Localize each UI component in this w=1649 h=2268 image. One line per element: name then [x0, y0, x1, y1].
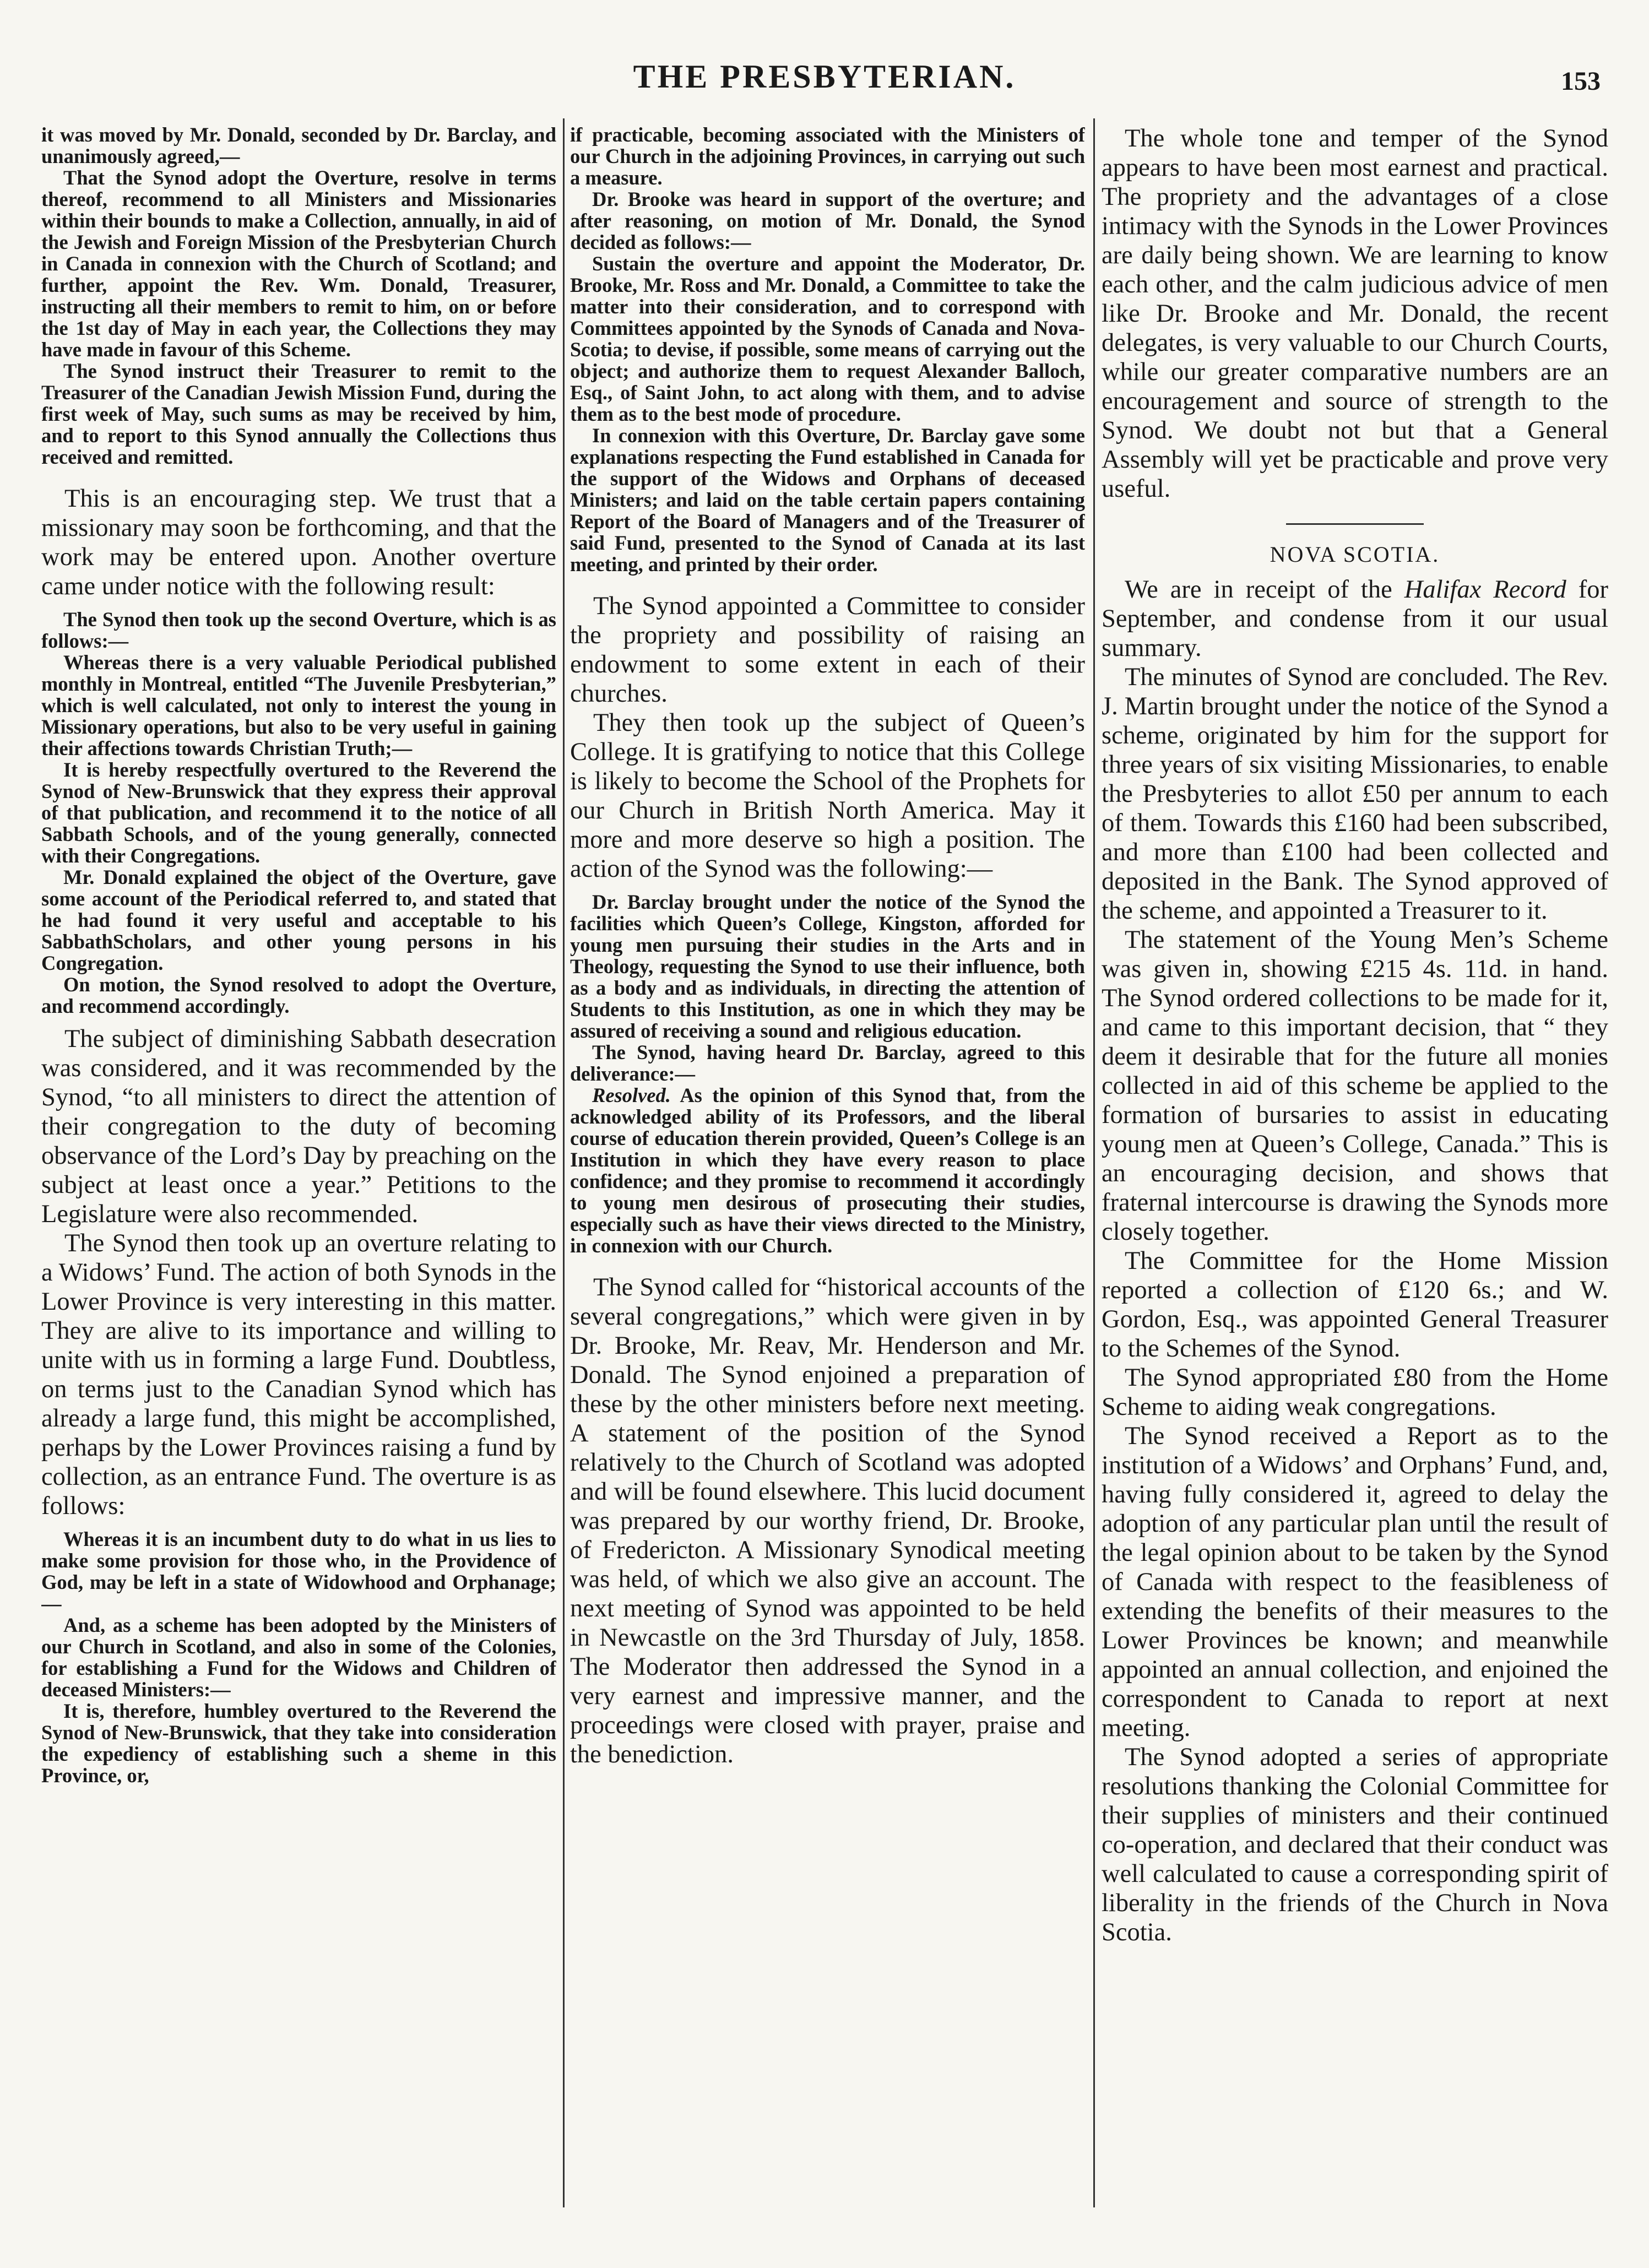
- paragraph: The Synod then took up the second Overture, which is as follows:—: [41, 608, 556, 652]
- paragraph: The whole tone and temper of the Synod appears to have been most earnest and practical. The propriety and the advantages of a close intimacy with the Synods in the Lower Provinces are daily being shown. We are learning to know each other, and the calm judicious advice of men like Dr. Brooke and Mr. Donald, the recent delegates, is very valuable to our Church Courts, while our greater comparative numbers are an encouragement and source of strength to the Synod. We doubt not but that a General Assembly will yet be practicable and prove very useful.: [1102, 124, 1608, 503]
- paragraph: It is hereby respectfully overtured to the Reverend the Synod of New-Brunswick that they express their approval of that publication, and recommend it to the notice of all Sabbath Schools, and of the young generally, connected with their Congregations.: [41, 758, 556, 867]
- paragraph: The Synod appropriated £80 from the Home Scheme to aiding weak congregations.: [1102, 1364, 1608, 1421]
- resolution-text: As the opinion of this Synod that, from the acknowledged ability of its Professors, and the liberal course of education therein provided, Queen’s College is an Institution in which they have every reason to place confidence; and they promise to recommend it accordingly to young men desirous of prosecuting their studies, especially such as have their views directed to the Ministry, in connexion with our Church.: [570, 1084, 1085, 1257]
- paragraph: [570, 1084, 1085, 1256]
- paragraph-rest: for September, and condense from it our usual summary.: [1102, 576, 1608, 662]
- section-heading: NOVA SCOTIA.: [1270, 542, 1440, 567]
- paragraph: The Synod called for “historical accounts of the several congregations,” which were given in by Dr. Brooke, Mr. Reav, Mr. Henderson and Mr. Donald. The Synod enjoined a preparation of these by the other ministers before next meeting. A statement of the position of the Synod relatively to the Church of Scotland was adopted and will be found elsewhere. This lucid document was prepared by our worthy friend, Dr. Brooke, of Fredericton. A Missionary Synodical meeting was held, of which we also give an account. The next meeting of Synod was appointed to be held in Newcastle on the 3rd Thursday of July, 1858. The Moderator then addressed the Synod in a very earnest and impressive manner, and the proceedings were closed with prayer, praise and the benediction.: [570, 1273, 1085, 1768]
- page-number: 153: [1561, 67, 1601, 96]
- page-header: [0, 0, 1649, 110]
- paragraph: The Synod adopted a series of appropriate resolutions thanking the Colonial Committee for their supplies of ministers and their continued co-operation, and declared that their conduct was well calculated to cause a corresponding spirit of liberality in the friends of the Church in Nova Scotia.: [1102, 1743, 1608, 1946]
- paragraph: The statement of the Young Men’s Scheme was given in, showing £215 4s. 11d. in hand. The Synod ordered collections to be made for it, and came to this important decision, that “ they deem it desirable that for the future all monies collected in aid of this scheme be applied to the formation of bursaries to assist in educating young men at Queen’s College, Canada.” This is an encouraging decision, and shows that fraternal intercourse is drawing the Synods more closely together.: [1102, 926, 1608, 1246]
- paragraph: It is, therefore, humbley overtured to the Reverend the Synod of New-Brunswick, that they take into consideration the expediency of establishing such a sheme in this Province, or,: [41, 1700, 556, 1787]
- paragraph-lead: We are in receipt of the: [1125, 576, 1392, 604]
- paragraph: On motion, the Synod resolved to adopt the Overture, and recommend accordingly.: [41, 973, 556, 1017]
- column-rule: [563, 118, 565, 2207]
- paragraph: The Synod then took up an overture relating to a Widows’ Fund. The action of both Synods in the Lower Province is very interesting in this matter. They are alive to its importance and willing to unite with us in forming a large Fund. Doubtless, on terms just to the Canadian Synod which has already a large fund, this might be accomplished, perhaps by the Lower Provinces raising a fund by collection, as an entrance Fund. The overture is as follows:: [41, 1229, 556, 1520]
- paragraph: The Synod, having heard Dr. Barclay, agreed to this deliverance:—: [570, 1041, 1085, 1085]
- column-right: [1102, 124, 1608, 2207]
- paragraph: The Synod received a Report as to the institution of a Widows’ and Orphans’ Fund, and, having fully considered it, agreed to delay the adoption of any particular plan until the result of the legal opinion about to be taken by the Synod of Canada with respect to the feasibleness of extending the benefits of their measures to the Lower Provinces be known; and meanwhile appointed an annual collection, and enjoined the correspondent to Canada to report at next meeting.: [1102, 1422, 1608, 1742]
- paragraph: In connexion with this Overture, Dr. Barclay gave some explanations respecting the Fund established in Canada for the support of the Widows and Orphans of deceased Ministers; and laid on the table certain papers containing Report of the Board of Managers and of the Treasurer of said Fund, presented to the Synod of Canada at its last meeting, and printed by their order.: [570, 424, 1085, 576]
- paragraph: if practicable, becoming associated with the Ministers of our Church in the adjoining Provinces, in carrying out such a measure.: [570, 124, 1085, 189]
- paragraph: Mr. Donald explained the object of the Overture, gave some account of the Periodical referred to, and stated that he had found it very useful and acceptable to his SabbathScholars, and other young persons in his Congregation.: [41, 866, 556, 974]
- section-rule: [1286, 523, 1424, 525]
- paragraph: The minutes of Synod are concluded. The Rev. J. Martin brought under the notice of the Synod a scheme, originated by him for the support for three years of six visiting Missionaries, to enable the Presbyteries to allot £50 per annum to each of them. Towards this £160 had been subscribed, and more than £100 had been collected and deposited in the Bank. The Synod approved of the scheme, and appointed a Treasurer to it.: [1102, 663, 1608, 925]
- resolved-label: Resolved.: [592, 1084, 671, 1106]
- paragraph: The Synod appointed a Committee to consider the propriety and possibility of raising an endowment to some extent in each of their churches.: [570, 592, 1085, 708]
- paragraph: Dr. Barclay brought under the notice of the Synod the facilities which Queen’s College, Kingston, afforded for young men pursuing their studies in the Arts and in Theology, requesting the Synod to use their influence, both as a body and as individuals, in directing the attention of Students to this Institution, as one in which they may be assured of receiving a sound and religious education.: [570, 891, 1085, 1042]
- paragraph: [1102, 575, 1608, 663]
- paragraph: This is an encouraging step. We trust that a missionary may soon be forthcoming, and that the work may be entered upon. Another overture came under notice with the following result:: [41, 485, 556, 600]
- paragraph: The subject of diminishing Sabbath desecration was considered, and it was recommended by the Synod, “to all ministers to direct the attention of their congregation to the duty of becoming observance of the Lord’s Day by preaching on the subject at least once a year.” Petitions to the Legislature were also recommended.: [41, 1025, 556, 1228]
- paragraph: The Committee for the Home Mission reported a collection of £120 6s.; and W. Gordon, Esq., was appointed General Treasurer to the Schemes of the Synod.: [1102, 1247, 1608, 1363]
- paragraph: Whereas it is an incumbent duty to do what in us lies to make some provision for those who, in the Providence of God, may be left in a state of Widowhood and Orphanage;—: [41, 1528, 556, 1615]
- page-title: THE PRESBYTERIAN.: [633, 58, 1016, 95]
- paragraph: Sustain the overture and appoint the Moderator, Dr. Brooke, Mr. Ross and Mr. Donald, a Committee to take the matter into their consideration, and to correspond with Committees appointed by the Synods of Canada and Nova-Scotia; to devise, if possible, some means of carrying out the object; and authorize them to request Alexander Balloch, Esq., of Saint John, to act along with them, and to advise them as to the best mode of procedure.: [570, 252, 1085, 425]
- paragraph: The Synod instruct their Treasurer to remit to the Treasurer of the Canadian Jewish Mission Fund, during the first week of May, such sums as may be received by him, and to report to this Synod annually the Collections thus received and remitted.: [41, 360, 556, 468]
- paragraph: Whereas there is a very valuable Periodical published monthly in Montreal, entitled “The Juvenile Presbyterian,” which is well calculated, not only to interest the young in Missionary operations, but also to be very useful in gaining their affections towards Christian Truth;—: [41, 651, 556, 759]
- publication-title: Halifax Record: [1404, 576, 1566, 604]
- paragraph: Dr. Brooke was heard in support of the overture; and after reasoning, on motion of Mr. Donald, the Synod decided as follows:—: [570, 188, 1085, 253]
- paragraph: They then took up the subject of Queen’s College. It is gratifying to notice that this College is likely to become the School of the Prophets for our Church in British North America. May it more and more deserve so high a position. The action of the Synod was the following:—: [570, 709, 1085, 883]
- paragraph: it was moved by Mr. Donald, seconded by Dr. Barclay, and unanimously agreed,—: [41, 124, 556, 167]
- column-rule: [1093, 118, 1095, 2207]
- paragraph: And, as a scheme has been adopted by the Ministers of our Church in Scotland, and also in some of the Colonies, for establishing a Fund for the Widows and Children of deceased Ministers:—: [41, 1614, 556, 1701]
- column-left: [41, 124, 556, 2207]
- column-middle: [570, 124, 1085, 2207]
- paragraph: That the Synod adopt the Overture, resolve in terms thereof, recommend to all Ministers and Missionaries within their bounds to make a Collection, annually, in aid of the Jewish and Foreign Mission of the Presbyterian Church in Canada in connexion with the Church of Scotland; and further, appoint the Rev. Wm. Donald, Treasurer, instructing all their members to remit to him, on or before the 1st day of May in each year, the Collections they may have made in favour of this Scheme.: [41, 166, 556, 361]
